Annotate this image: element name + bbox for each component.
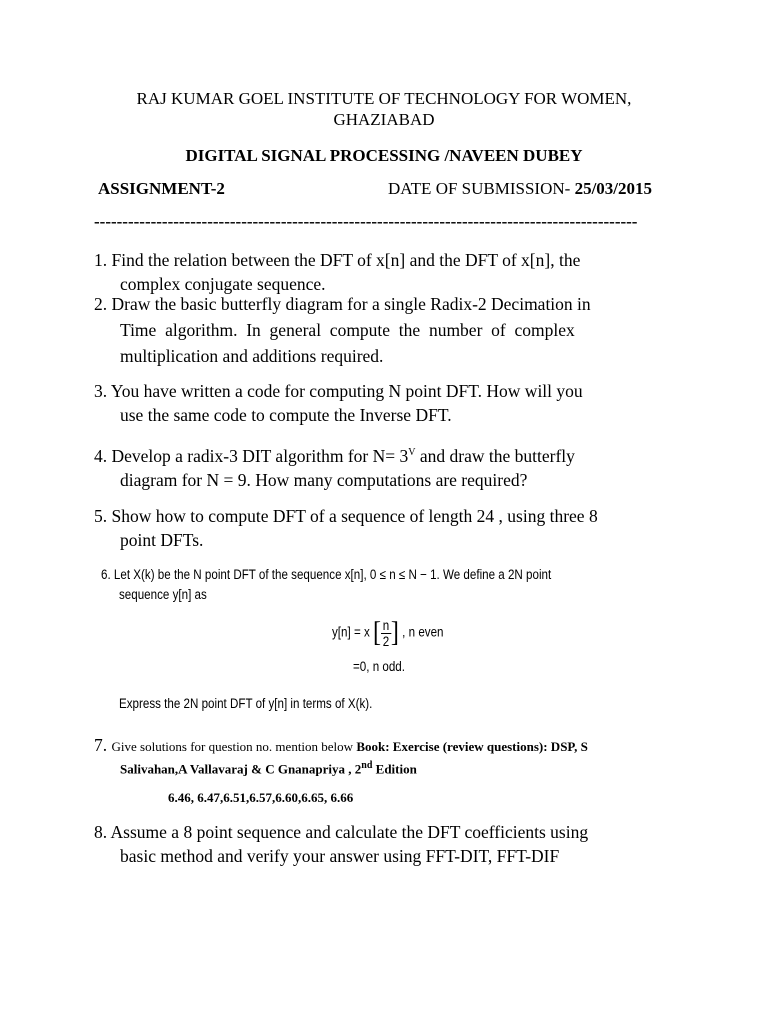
question-4-line1b: and draw the butterfly (415, 445, 575, 466)
question-2-line2: Time algorithm. In general compute the number of complex (120, 320, 575, 340)
question-3-line1: You have written a code for computing N point DFT. How will you (110, 381, 583, 401)
question-6-text1: Let X(k) be the N point DFT of the sequence x[n], 0 ≤ n ≤ N − 1. We define a 2N point (113, 567, 552, 582)
question-1 (94, 248, 694, 296)
separator-line: ------------------------------------------------------------------------------------------------ (94, 212, 638, 231)
question-7-exercise-list: 6.46, 6.47,6.51,6.57,6.60,6.65, 6.66 (168, 790, 354, 805)
assignment-title: ASSIGNMENT-2 (98, 179, 225, 198)
question-6-eq1-lhs: y[n] = x (332, 624, 370, 640)
question-7-book-c: Edition (372, 761, 417, 777)
question-5 (94, 504, 694, 552)
question-2 (94, 291, 694, 369)
fraction (381, 618, 391, 649)
right-bracket: ] (390, 617, 399, 648)
question-7-intro: Give solutions for question no. mention below (111, 739, 357, 754)
question-2-number: 2. (94, 294, 108, 314)
question-1-number: 1. (94, 250, 108, 270)
question-4-number: 4. (94, 445, 108, 466)
question-3-line2: use the same code to compute the Inverse DFT. (120, 405, 452, 425)
question-7-book-a: Book: Exercise (review questions): DSP, S (356, 739, 588, 754)
question-3 (94, 379, 694, 427)
question-7-line2 (120, 760, 417, 777)
question-8 (94, 820, 694, 868)
question-4-line2: diagram for N = 9. How many computations are required? (120, 469, 528, 490)
question-8-line1: Assume a 8 point sequence and calculate the DFT coefficients using (110, 822, 589, 842)
question-4-line1a: Develop a radix-3 DIT algorithm for N= 3 (111, 445, 409, 466)
question-8-line2: basic method and verify your answer using FFT-DIT, FFT-DIF (120, 846, 560, 866)
institute-name-line1: RAJ KUMAR GOEL INSTITUTE OF TECHNOLOGY FOR WOMEN, (136, 89, 632, 108)
course-title: DIGITAL SIGNAL PROCESSING /NAVEEN DUBEY (185, 146, 583, 165)
question-6-equation-1 (332, 617, 444, 649)
question-6-eq1-condition: , n even (402, 624, 444, 640)
question-6-line2: sequence y[n] as (119, 587, 207, 602)
question-3-number: 3. (94, 381, 108, 401)
question-7-book-b: Salivahan,A Vallavaraj & C Gnanapriya , 2 (120, 761, 362, 777)
question-5-line1: Show how to compute DFT of a sequence of length 24 , using three 8 (111, 506, 598, 526)
question-2-line3: multiplication and additions required. (120, 346, 384, 366)
question-4 (94, 441, 694, 492)
fraction-denominator: 2 (382, 633, 390, 649)
question-4-superscript: V (408, 447, 416, 458)
institute-name-line2: GHAZIABAD (333, 110, 435, 129)
question-8-number: 8. (94, 822, 108, 842)
submission-date (388, 179, 652, 199)
question-6-equation-2: =0, n odd. (353, 659, 405, 674)
question-7-book-sup: nd (361, 760, 373, 771)
question-1-line2: complex conjugate sequence. (120, 274, 326, 294)
question-7-line1 (94, 735, 588, 756)
question-6-line3: Express the 2N point DFT of y[n] in terms of X(k). (119, 696, 373, 711)
left-bracket: [ (372, 617, 382, 648)
question-5-line2: point DFTs. (120, 530, 204, 550)
question-6-number: 6. (101, 567, 111, 582)
question-2-line1: Draw the basic butterfly diagram for a single Radix-2 Decimation in (111, 294, 591, 314)
submission-date-value: 25/03/2015 (574, 179, 653, 198)
submission-date-label: DATE OF SUBMISSION- (388, 179, 571, 198)
question-7-number: 7. (94, 735, 108, 755)
question-6-line1 (101, 567, 551, 582)
question-5-number: 5. (94, 506, 108, 526)
fraction-numerator: n (382, 617, 390, 633)
question-1-line1: Find the relation between the DFT of x[n] and the DFT of x[n], the (111, 250, 581, 270)
